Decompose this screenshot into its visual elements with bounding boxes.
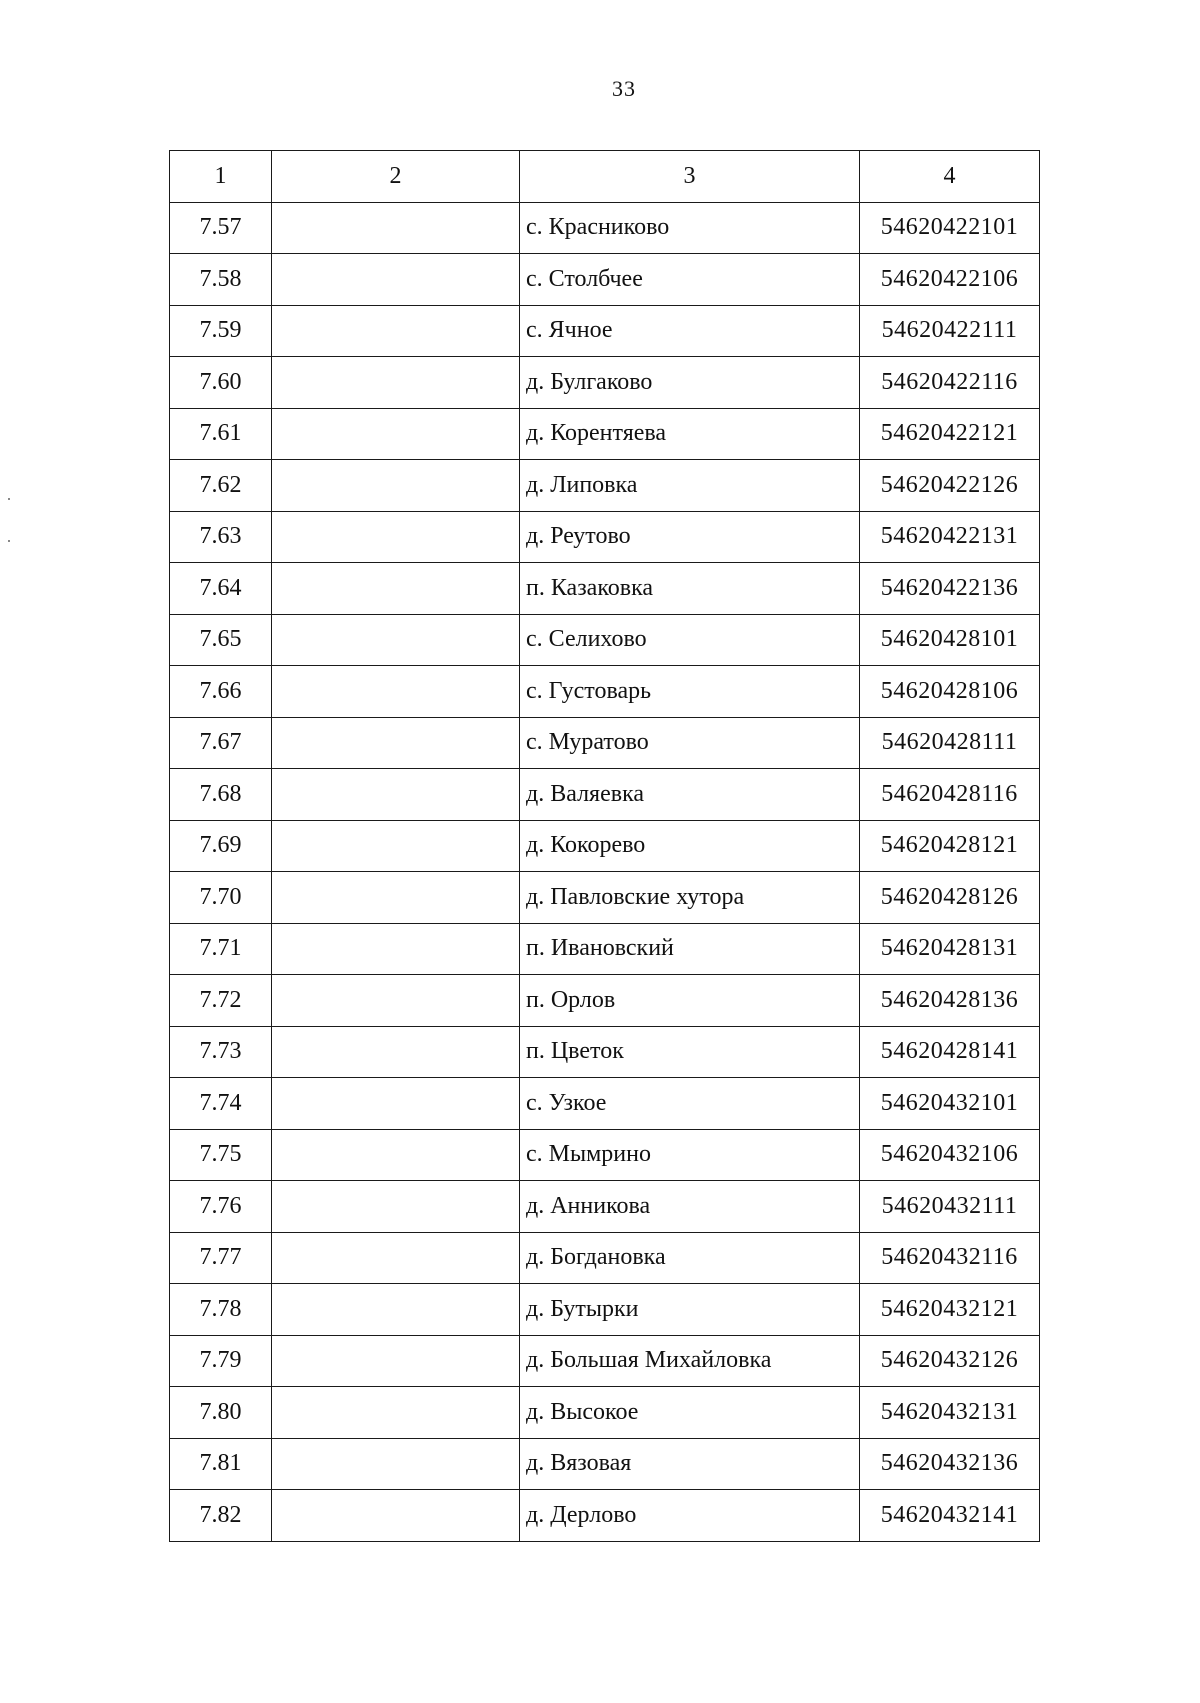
row-col2 <box>272 872 520 924</box>
oktmo-code: 54620428126 <box>860 872 1040 924</box>
oktmo-code: 54620432131 <box>860 1387 1040 1439</box>
row-col2 <box>272 666 520 718</box>
row-col2 <box>272 1438 520 1490</box>
row-number: 7.65 <box>170 614 272 666</box>
settlement-name: д. Бутырки <box>520 1284 860 1336</box>
header-col-3: 3 <box>520 151 860 203</box>
row-col2 <box>272 1232 520 1284</box>
row-number: 7.79 <box>170 1335 272 1387</box>
table-row <box>170 563 1040 615</box>
settlement-name: д. Высокое <box>520 1387 860 1439</box>
settlement-name: с. Густоварь <box>520 666 860 718</box>
table-row <box>170 1490 1040 1542</box>
row-col2 <box>272 820 520 872</box>
table-row <box>170 305 1040 357</box>
row-number: 7.63 <box>170 511 272 563</box>
oktmo-code: 54620432116 <box>860 1232 1040 1284</box>
table-row <box>170 614 1040 666</box>
settlement-name: с. Ячное <box>520 305 860 357</box>
settlement-name: д. Корентяева <box>520 408 860 460</box>
row-number: 7.61 <box>170 408 272 460</box>
table-row <box>170 717 1040 769</box>
oktmo-code: 54620422121 <box>860 408 1040 460</box>
table-row <box>170 460 1040 512</box>
header-col-4: 4 <box>860 151 1040 203</box>
row-col2 <box>272 769 520 821</box>
settlement-name: д. Булгаково <box>520 357 860 409</box>
settlement-name: д. Богдановка <box>520 1232 860 1284</box>
oktmo-code: 54620422106 <box>860 254 1040 306</box>
row-col2 <box>272 357 520 409</box>
table-row <box>170 1026 1040 1078</box>
settlement-name: п. Цветок <box>520 1026 860 1078</box>
settlement-name: д. Анникова <box>520 1181 860 1233</box>
row-col2 <box>272 923 520 975</box>
row-number: 7.81 <box>170 1438 272 1490</box>
row-number: 7.74 <box>170 1078 272 1130</box>
row-number: 7.76 <box>170 1181 272 1233</box>
table-header <box>170 151 1040 203</box>
oktmo-code: 54620432136 <box>860 1438 1040 1490</box>
settlements-table <box>169 150 1040 1542</box>
row-number: 7.57 <box>170 202 272 254</box>
table-row <box>170 357 1040 409</box>
row-col2 <box>272 614 520 666</box>
row-number: 7.78 <box>170 1284 272 1336</box>
table-row <box>170 872 1040 924</box>
header-row <box>170 151 1040 203</box>
row-col2 <box>272 717 520 769</box>
row-col2 <box>272 1387 520 1439</box>
oktmo-code: 54620428106 <box>860 666 1040 718</box>
row-number: 7.68 <box>170 769 272 821</box>
header-col-2: 2 <box>272 151 520 203</box>
settlement-name: д. Большая Михайловка <box>520 1335 860 1387</box>
settlement-name: п. Ивановский <box>520 923 860 975</box>
oktmo-code: 54620428121 <box>860 820 1040 872</box>
table-row <box>170 408 1040 460</box>
table-row <box>170 1232 1040 1284</box>
row-number: 7.66 <box>170 666 272 718</box>
row-col2 <box>272 305 520 357</box>
page-number: 33 <box>612 76 636 101</box>
settlement-name: с. Столбчее <box>520 254 860 306</box>
table-row <box>170 1438 1040 1490</box>
table-row <box>170 923 1040 975</box>
table-row <box>170 769 1040 821</box>
row-col2 <box>272 408 520 460</box>
row-col2 <box>272 563 520 615</box>
row-number: 7.71 <box>170 923 272 975</box>
row-number: 7.60 <box>170 357 272 409</box>
table-row <box>170 820 1040 872</box>
settlement-name: с. Муратово <box>520 717 860 769</box>
oktmo-code: 54620428101 <box>860 614 1040 666</box>
row-number: 7.80 <box>170 1387 272 1439</box>
row-number: 7.82 <box>170 1490 272 1542</box>
settlement-name: с. Узкое <box>520 1078 860 1130</box>
table-row <box>170 975 1040 1027</box>
row-number: 7.72 <box>170 975 272 1027</box>
table-row <box>170 202 1040 254</box>
oktmo-code: 54620432141 <box>860 1490 1040 1542</box>
settlement-name: с. Красниково <box>520 202 860 254</box>
oktmo-code: 54620432101 <box>860 1078 1040 1130</box>
settlement-name: д. Павловские хутора <box>520 872 860 924</box>
row-number: 7.70 <box>170 872 272 924</box>
settlement-name: д. Валяевка <box>520 769 860 821</box>
settlements-table-container <box>169 150 1040 1542</box>
table-row <box>170 1335 1040 1387</box>
oktmo-code: 54620428141 <box>860 1026 1040 1078</box>
settlement-name: д. Дерлово <box>520 1490 860 1542</box>
settlement-name: с. Мымрино <box>520 1129 860 1181</box>
row-number: 7.77 <box>170 1232 272 1284</box>
settlement-name: с. Селихово <box>520 614 860 666</box>
table-row <box>170 666 1040 718</box>
table-row <box>170 1387 1040 1439</box>
oktmo-code: 54620422126 <box>860 460 1040 512</box>
row-col2 <box>272 202 520 254</box>
table-row <box>170 1284 1040 1336</box>
row-col2 <box>272 460 520 512</box>
settlement-name: д. Липовка <box>520 460 860 512</box>
table-body <box>170 202 1040 1541</box>
row-col2 <box>272 1490 520 1542</box>
header-col-1: 1 <box>170 151 272 203</box>
row-col2 <box>272 254 520 306</box>
row-col2 <box>272 975 520 1027</box>
row-col2 <box>272 1078 520 1130</box>
row-number: 7.62 <box>170 460 272 512</box>
oktmo-code: 54620422101 <box>860 202 1040 254</box>
oktmo-code: 54620432111 <box>860 1181 1040 1233</box>
oktmo-code: 54620422131 <box>860 511 1040 563</box>
row-col2 <box>272 1026 520 1078</box>
row-col2 <box>272 1181 520 1233</box>
row-number: 7.69 <box>170 820 272 872</box>
row-number: 7.73 <box>170 1026 272 1078</box>
table-row <box>170 1181 1040 1233</box>
settlement-name: д. Реутово <box>520 511 860 563</box>
oktmo-code: 54620422111 <box>860 305 1040 357</box>
row-col2 <box>272 1284 520 1336</box>
oktmo-code: 54620432106 <box>860 1129 1040 1181</box>
row-number: 7.58 <box>170 254 272 306</box>
oktmo-code: 54620428136 <box>860 975 1040 1027</box>
oktmo-code: 54620428131 <box>860 923 1040 975</box>
table-row <box>170 1129 1040 1181</box>
table-row <box>170 1078 1040 1130</box>
oktmo-code: 54620428116 <box>860 769 1040 821</box>
table-row <box>170 511 1040 563</box>
settlement-name: д. Кокорево <box>520 820 860 872</box>
settlement-name: п. Казаковка <box>520 563 860 615</box>
oktmo-code: 54620432126 <box>860 1335 1040 1387</box>
oktmo-code: 54620428111 <box>860 717 1040 769</box>
settlement-name: д. Вязовая <box>520 1438 860 1490</box>
settlement-name: п. Орлов <box>520 975 860 1027</box>
oktmo-code: 54620422116 <box>860 357 1040 409</box>
scan-speck <box>8 540 10 542</box>
oktmo-code: 54620422136 <box>860 563 1040 615</box>
oktmo-code: 54620432121 <box>860 1284 1040 1336</box>
table-row <box>170 254 1040 306</box>
row-number: 7.64 <box>170 563 272 615</box>
row-number: 7.75 <box>170 1129 272 1181</box>
row-number: 7.59 <box>170 305 272 357</box>
row-col2 <box>272 1129 520 1181</box>
row-col2 <box>272 511 520 563</box>
row-col2 <box>272 1335 520 1387</box>
row-number: 7.67 <box>170 717 272 769</box>
scan-speck <box>8 498 10 500</box>
